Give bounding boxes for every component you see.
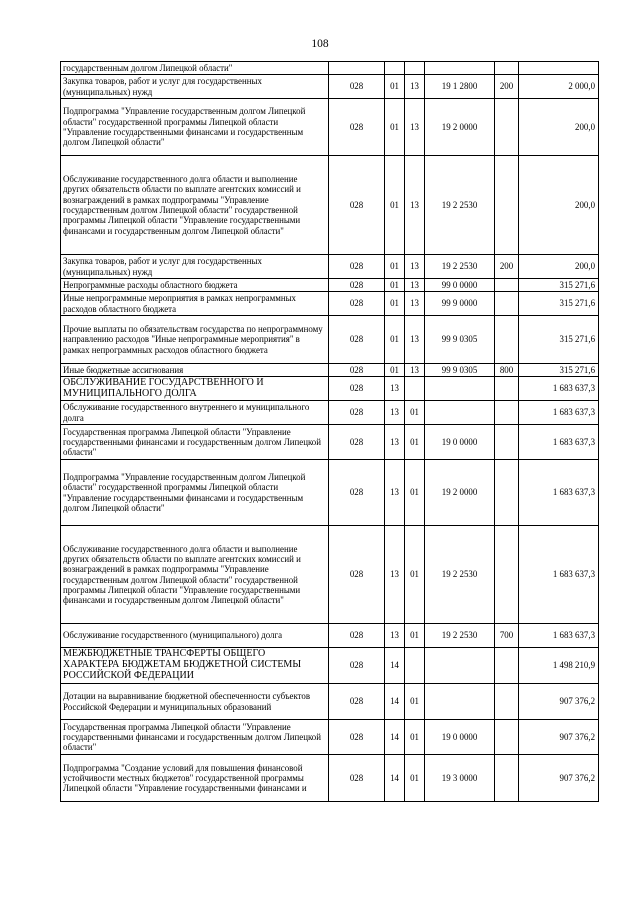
subsection-cell: 01 xyxy=(405,460,425,526)
expense-type-cell xyxy=(495,279,519,292)
expense-name-cell: Государственная программа Липецкой области "Управление государственными финансами и государственным долгом Липецкой области" xyxy=(61,720,329,755)
subsection-cell: 01 xyxy=(405,425,425,460)
target-article-cell: 19 0 0000 xyxy=(425,425,495,460)
subsection-cell: 13 xyxy=(405,316,425,364)
expense-type-cell xyxy=(495,460,519,526)
budget-table xyxy=(60,61,599,802)
target-article-cell: 19 2 2530 xyxy=(425,624,495,648)
ministry-code-cell: 028 xyxy=(329,316,385,364)
section-cell: 01 xyxy=(385,99,405,156)
amount-cell: 1 498 210,9 xyxy=(519,648,599,684)
target-article-cell: 19 2 2530 xyxy=(425,156,495,255)
expense-type-cell xyxy=(495,684,519,720)
expense-name-cell: Закупка товаров, работ и услуг для государственных (муниципальных) нужд xyxy=(61,255,329,279)
ministry-code-cell: 028 xyxy=(329,99,385,156)
target-article-cell: 99 9 0305 xyxy=(425,364,495,377)
section-cell: 01 xyxy=(385,292,405,316)
subsection-cell: 01 xyxy=(405,401,425,425)
amount-cell: 1 683 637,3 xyxy=(519,401,599,425)
amount-cell: 907 376,2 xyxy=(519,720,599,755)
ministry-code-cell: 028 xyxy=(329,460,385,526)
ministry-code-cell: 028 xyxy=(329,684,385,720)
amount-cell: 2 000,0 xyxy=(519,75,599,99)
section-cell: 14 xyxy=(385,720,405,755)
table-row xyxy=(61,720,599,755)
amount-cell: 1 683 637,3 xyxy=(519,425,599,460)
section-cell: 13 xyxy=(385,425,405,460)
target-article-cell: 19 2 0000 xyxy=(425,99,495,156)
subsection-cell: 01 xyxy=(405,720,425,755)
ministry-code-cell xyxy=(329,62,385,75)
expense-type-cell xyxy=(495,648,519,684)
target-article-cell: 19 2 2530 xyxy=(425,255,495,279)
amount-cell: 315 271,6 xyxy=(519,279,599,292)
expense-type-cell xyxy=(495,156,519,255)
expense-name-cell: Обслуживание государственного долга области и выполнение других обязательств области по выплате агентских комиссий и вознаграждений в рамках подпрограммы "Управление государственным долгом Липецкой области" государственной программы Липецкой области "Управление государственными финансами и государственным долгом Липецкой области" xyxy=(61,156,329,255)
expense-name-cell: Иные бюджетные ассигнования xyxy=(61,364,329,377)
amount-cell: 315 271,6 xyxy=(519,292,599,316)
table-row xyxy=(61,425,599,460)
expense-name-cell: Подпрограмма "Управление государственным долгом Липецкой области" государственной программы Липецкой области "Управление государственными финансами и государственным долгом Липецкой области" xyxy=(61,99,329,156)
section-cell: 01 xyxy=(385,75,405,99)
section-cell: 01 xyxy=(385,316,405,364)
expense-name-cell: Подпрограмма "Создание условий для повышения финансовой устойчивости местных бюджетов" государственной программы Липецкой области "Управление государственными финансами и xyxy=(61,755,329,802)
expense-type-cell: 700 xyxy=(495,624,519,648)
ministry-code-cell: 028 xyxy=(329,720,385,755)
expense-type-cell xyxy=(495,292,519,316)
amount-cell: 315 271,6 xyxy=(519,364,599,377)
expense-type-cell xyxy=(495,755,519,802)
ministry-code-cell: 028 xyxy=(329,279,385,292)
section-cell: 01 xyxy=(385,364,405,377)
subsection-cell xyxy=(405,648,425,684)
table-row xyxy=(61,62,599,75)
amount-cell: 1 683 637,3 xyxy=(519,526,599,624)
subsection-cell: 13 xyxy=(405,75,425,99)
table-row xyxy=(61,684,599,720)
section-cell: 01 xyxy=(385,279,405,292)
target-article-cell: 19 1 2800 xyxy=(425,75,495,99)
expense-name-cell: Закупка товаров, работ и услуг для государственных (муниципальных) нужд xyxy=(61,75,329,99)
section-cell: 14 xyxy=(385,648,405,684)
subsection-cell xyxy=(405,377,425,401)
amount-cell: 907 376,2 xyxy=(519,684,599,720)
section-cell: 13 xyxy=(385,377,405,401)
target-article-cell: 19 3 0000 xyxy=(425,755,495,802)
target-article-cell xyxy=(425,684,495,720)
subsection-cell xyxy=(405,62,425,75)
target-article-cell xyxy=(425,401,495,425)
table-row xyxy=(61,648,599,684)
expense-name-cell: Прочие выплаты по обязательствам государства по непрограммному направлению расходов "Иные непрограммные мероприятия" в рамках непрограммных расходов областного бюджета xyxy=(61,316,329,364)
table-row xyxy=(61,255,599,279)
expense-name-cell: Дотации на выравнивание бюджетной обеспеченности субъектов Российской Федерации и муниципальных образований xyxy=(61,684,329,720)
target-article-cell: 99 9 0305 xyxy=(425,316,495,364)
table-row xyxy=(61,316,599,364)
ministry-code-cell: 028 xyxy=(329,292,385,316)
target-article-cell: 19 2 2530 xyxy=(425,526,495,624)
expense-type-cell xyxy=(495,401,519,425)
expense-name-cell: ОБСЛУЖИВАНИЕ ГОСУДАРСТВЕННОГО И МУНИЦИПАЛЬНОГО ДОЛГА xyxy=(61,377,329,401)
expense-type-cell xyxy=(495,526,519,624)
section-cell: 13 xyxy=(385,401,405,425)
ministry-code-cell: 028 xyxy=(329,624,385,648)
expense-name-cell: Обслуживание государственного долга области и выполнение других обязательств области по выплате агентских комиссий и вознаграждений в рамках подпрограммы "Управление государственным долгом Липецкой области" государственной программы Липецкой области "Управление государственными финансами и государственным долгом Липецкой области" xyxy=(61,526,329,624)
section-cell: 14 xyxy=(385,755,405,802)
amount-cell: 1 683 637,3 xyxy=(519,377,599,401)
target-article-cell: 99 9 0000 xyxy=(425,292,495,316)
amount-cell xyxy=(519,62,599,75)
target-article-cell: 19 2 0000 xyxy=(425,460,495,526)
subsection-cell: 01 xyxy=(405,624,425,648)
subsection-cell: 13 xyxy=(405,255,425,279)
section-cell: 13 xyxy=(385,624,405,648)
expense-name-cell: МЕЖБЮДЖЕТНЫЕ ТРАНСФЕРТЫ ОБЩЕГО ХАРАКТЕРА БЮДЖЕТАМ БЮДЖЕТНОЙ СИСТЕМЫ РОССИЙСКОЙ ФЕДЕРАЦИИ xyxy=(61,648,329,684)
target-article-cell xyxy=(425,648,495,684)
ministry-code-cell: 028 xyxy=(329,425,385,460)
amount-cell: 200,0 xyxy=(519,156,599,255)
section-cell xyxy=(385,62,405,75)
expense-type-cell xyxy=(495,425,519,460)
ministry-code-cell: 028 xyxy=(329,364,385,377)
ministry-code-cell: 028 xyxy=(329,401,385,425)
table-row xyxy=(61,99,599,156)
amount-cell: 1 683 637,3 xyxy=(519,460,599,526)
target-article-cell xyxy=(425,377,495,401)
expense-type-cell xyxy=(495,99,519,156)
amount-cell: 907 376,2 xyxy=(519,755,599,802)
expense-type-cell xyxy=(495,377,519,401)
subsection-cell: 13 xyxy=(405,292,425,316)
section-cell: 13 xyxy=(385,526,405,624)
section-cell: 14 xyxy=(385,684,405,720)
subsection-cell: 13 xyxy=(405,99,425,156)
subsection-cell: 01 xyxy=(405,684,425,720)
table-row xyxy=(61,292,599,316)
expense-name-cell: Государственная программа Липецкой области "Управление государственными финансами и государственным долгом Липецкой области" xyxy=(61,425,329,460)
expense-name-cell: Подпрограмма "Управление государственным долгом Липецкой области" государственной программы Липецкой области "Управление государственными финансами и государственным долгом Липецкой области" xyxy=(61,460,329,526)
expense-type-cell: 800 xyxy=(495,364,519,377)
target-article-cell: 19 0 0000 xyxy=(425,720,495,755)
table-row xyxy=(61,526,599,624)
target-article-cell: 99 0 0000 xyxy=(425,279,495,292)
subsection-cell: 13 xyxy=(405,279,425,292)
expense-name-cell: государственным долгом Липецкой области" xyxy=(61,62,329,75)
expense-type-cell: 200 xyxy=(495,75,519,99)
expense-name-cell: Обслуживание государственного (муниципального) долга xyxy=(61,624,329,648)
amount-cell: 200,0 xyxy=(519,99,599,156)
table-row xyxy=(61,279,599,292)
expense-type-cell xyxy=(495,316,519,364)
table-row xyxy=(61,377,599,401)
subsection-cell: 13 xyxy=(405,364,425,377)
expense-type-cell: 200 xyxy=(495,255,519,279)
table-row xyxy=(61,401,599,425)
table-row xyxy=(61,75,599,99)
amount-cell: 315 271,6 xyxy=(519,316,599,364)
section-cell: 01 xyxy=(385,255,405,279)
table-row xyxy=(61,624,599,648)
ministry-code-cell: 028 xyxy=(329,755,385,802)
budget-table-body xyxy=(61,62,599,802)
ministry-code-cell: 028 xyxy=(329,255,385,279)
ministry-code-cell: 028 xyxy=(329,75,385,99)
ministry-code-cell: 028 xyxy=(329,156,385,255)
subsection-cell: 01 xyxy=(405,526,425,624)
ministry-code-cell: 028 xyxy=(329,648,385,684)
subsection-cell: 13 xyxy=(405,156,425,255)
page-number: 108 xyxy=(311,38,329,50)
ministry-code-cell: 028 xyxy=(329,526,385,624)
amount-cell: 1 683 637,3 xyxy=(519,624,599,648)
expense-name-cell: Непрограммные расходы областного бюджета xyxy=(61,279,329,292)
amount-cell: 200,0 xyxy=(519,255,599,279)
table-row xyxy=(61,364,599,377)
expense-name-cell: Иные непрограммные мероприятия в рамках непрограммных расходов областного бюджета xyxy=(61,292,329,316)
section-cell: 13 xyxy=(385,460,405,526)
ministry-code-cell: 028 xyxy=(329,377,385,401)
section-cell: 01 xyxy=(385,156,405,255)
expense-name-cell: Обслуживание государственного внутреннего и муниципального долга xyxy=(61,401,329,425)
expense-type-cell xyxy=(495,720,519,755)
expense-type-cell xyxy=(495,62,519,75)
table-row xyxy=(61,460,599,526)
table-row xyxy=(61,156,599,255)
table-row xyxy=(61,755,599,802)
target-article-cell xyxy=(425,62,495,75)
subsection-cell: 01 xyxy=(405,755,425,802)
